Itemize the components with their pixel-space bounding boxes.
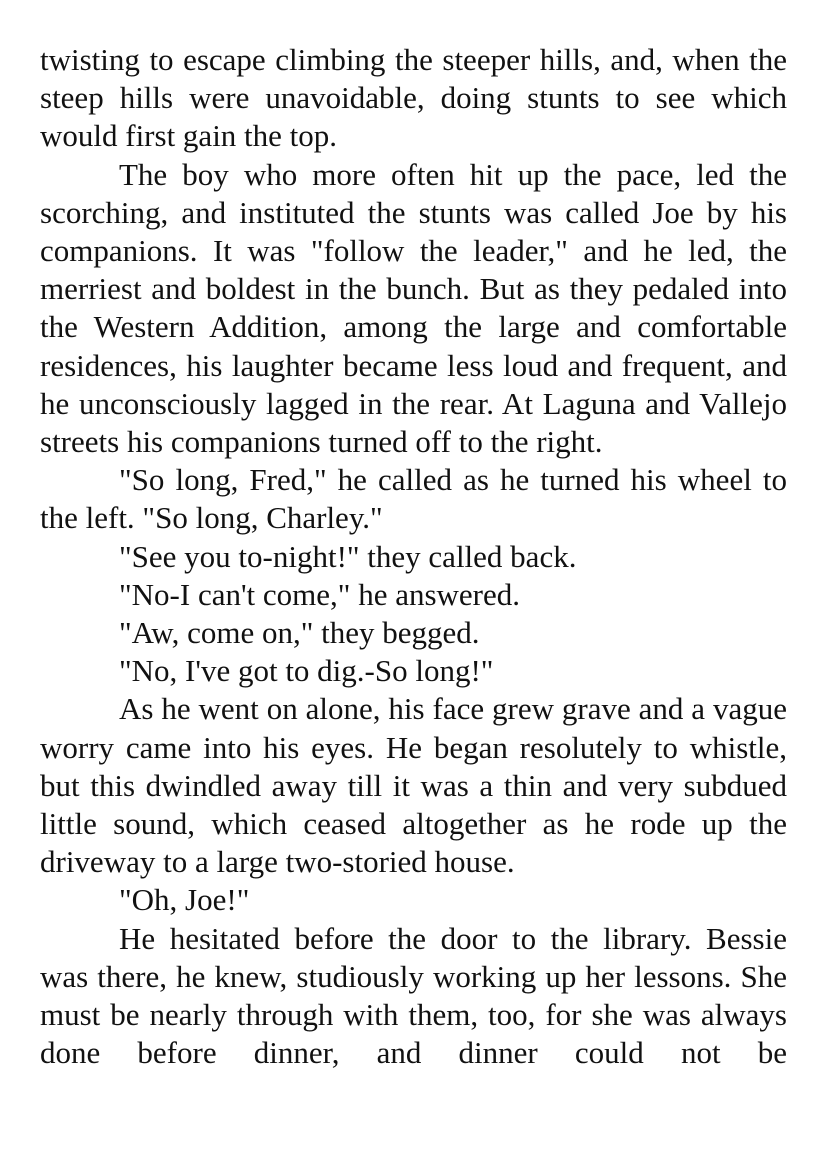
paragraph-continued: twisting to escape climbing the steeper hills, and, when the steep hills were unavoidable, doing stunts to see which would first gain the top. [40, 42, 787, 154]
paragraph-got-to-dig: "No, I've got to dig.-So long!" [119, 653, 494, 689]
paragraph-cant-come: "No-I can't come," he answered. [119, 576, 521, 612]
paragraph-so-long: "So long, Fred," he called as he turned his wheel to the left. "So long, Charley." [40, 462, 787, 536]
document-page [40, 41, 787, 1072]
paragraph-library-door: He hesitated before the door to the library. Bessie was there, he knew, studiously working up her lessons. She must be nearly through with them, too, for she was always done before dinner, and dinner could not be [40, 920, 787, 1071]
paragraph-oh-joe: "Oh, Joe!" [119, 882, 250, 918]
paragraph-joe-leader: The boy who more often hit up the pace, led the scorching, and instituted the stunts was called Joe by his companions. It was "follow the leader," and he led, the merriest and boldest in the bunch. But as they pedaled into the Western Addition, among the large and comfortable residences, his laughter became less loud and frequent, and he unconsciously lagged in the rear. At Laguna and Vallejo streets his companions turned off to the right. [40, 156, 787, 460]
paragraph-come-on: "Aw, come on," they begged. [119, 615, 480, 651]
paragraph-went-on-alone: As he went on alone, his face grew grave and a vague worry came into his eyes. He began resolutely to whistle, but this dwindled away till it was a thin and very subdued little sound, which ceased altogether as he rode up the driveway to a large two-storied house. [40, 691, 787, 880]
paragraph-see-you: "See you to-night!" they called back. [119, 538, 577, 574]
